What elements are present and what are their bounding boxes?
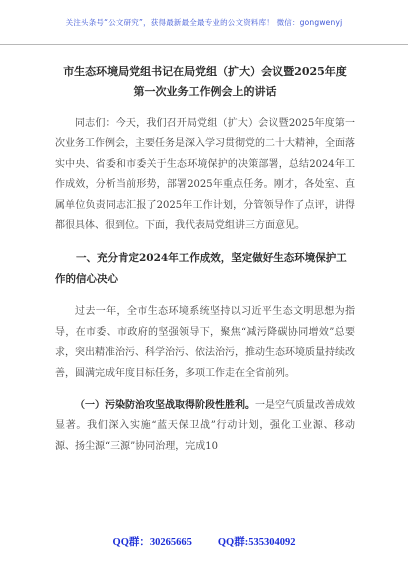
subsection-1-heading: （一）污染防治攻坚战取得阶段性胜利。: [75, 400, 255, 412]
document-title: [55, 62, 355, 102]
footer-qq-group-2: QQ群:535304092: [217, 537, 296, 548]
document-page: [55, 62, 355, 457]
footer-qq-groups: [0, 534, 408, 554]
subsection-1-text: 一是空气质量改善成效显著。我们深入实施“蓝天保卫战”行动计划，强化工业源、移动源、扬尘源“三源”协同治理，完成10: [55, 400, 355, 452]
section-1-paragraph: 过去一年，全市生态环境系统坚持以习近平生态文明思想为指导，在市委、市政府的坚强领导下，聚焦“减污降碳协同增效”总要求，突出精准治污、科学治污、依法治污，推动生态环境质量持续改善，圆满完成年度目标任务，多项工作走在全省前列。: [55, 306, 355, 379]
document-title-line-2: 第一次业务工作例会上的讲话: [133, 85, 277, 98]
header-banner: [0, 0, 408, 45]
header-banner-text: 关注头条号“公文研究”，获得最新最全最专业的公文资料库！ 微信：gongwenyj: [65, 17, 343, 27]
section-1-heading: 一、充分肯定2024年工作成效，坚定做好生态环境保护工作的信心决心: [55, 252, 347, 286]
footer-qq-group-1: QQ群：30265665: [112, 537, 192, 548]
document-title-line-1: 市生态环境局党组书记在局党组（扩大）会议暨2025年度: [63, 65, 347, 78]
subsection-1-paragraph: [55, 396, 355, 457]
intro-paragraph: 同志们：今天，我们召开局党组（扩大）会议暨2025年度第一次业务工作例会，主要任务是深入学习贯彻党的二十大精神，全面落实中央、省委和市委关于生态环境保护的决策部署，总结2024年工作成效，分析当前形势，部署2025年重点任务。刚才，各处室、直属单位负责同志汇报了2025年工作计划，分管领导作了点评，讲得都很具体、很到位。下面，我代表局党组讲三方面意见。: [55, 118, 355, 232]
